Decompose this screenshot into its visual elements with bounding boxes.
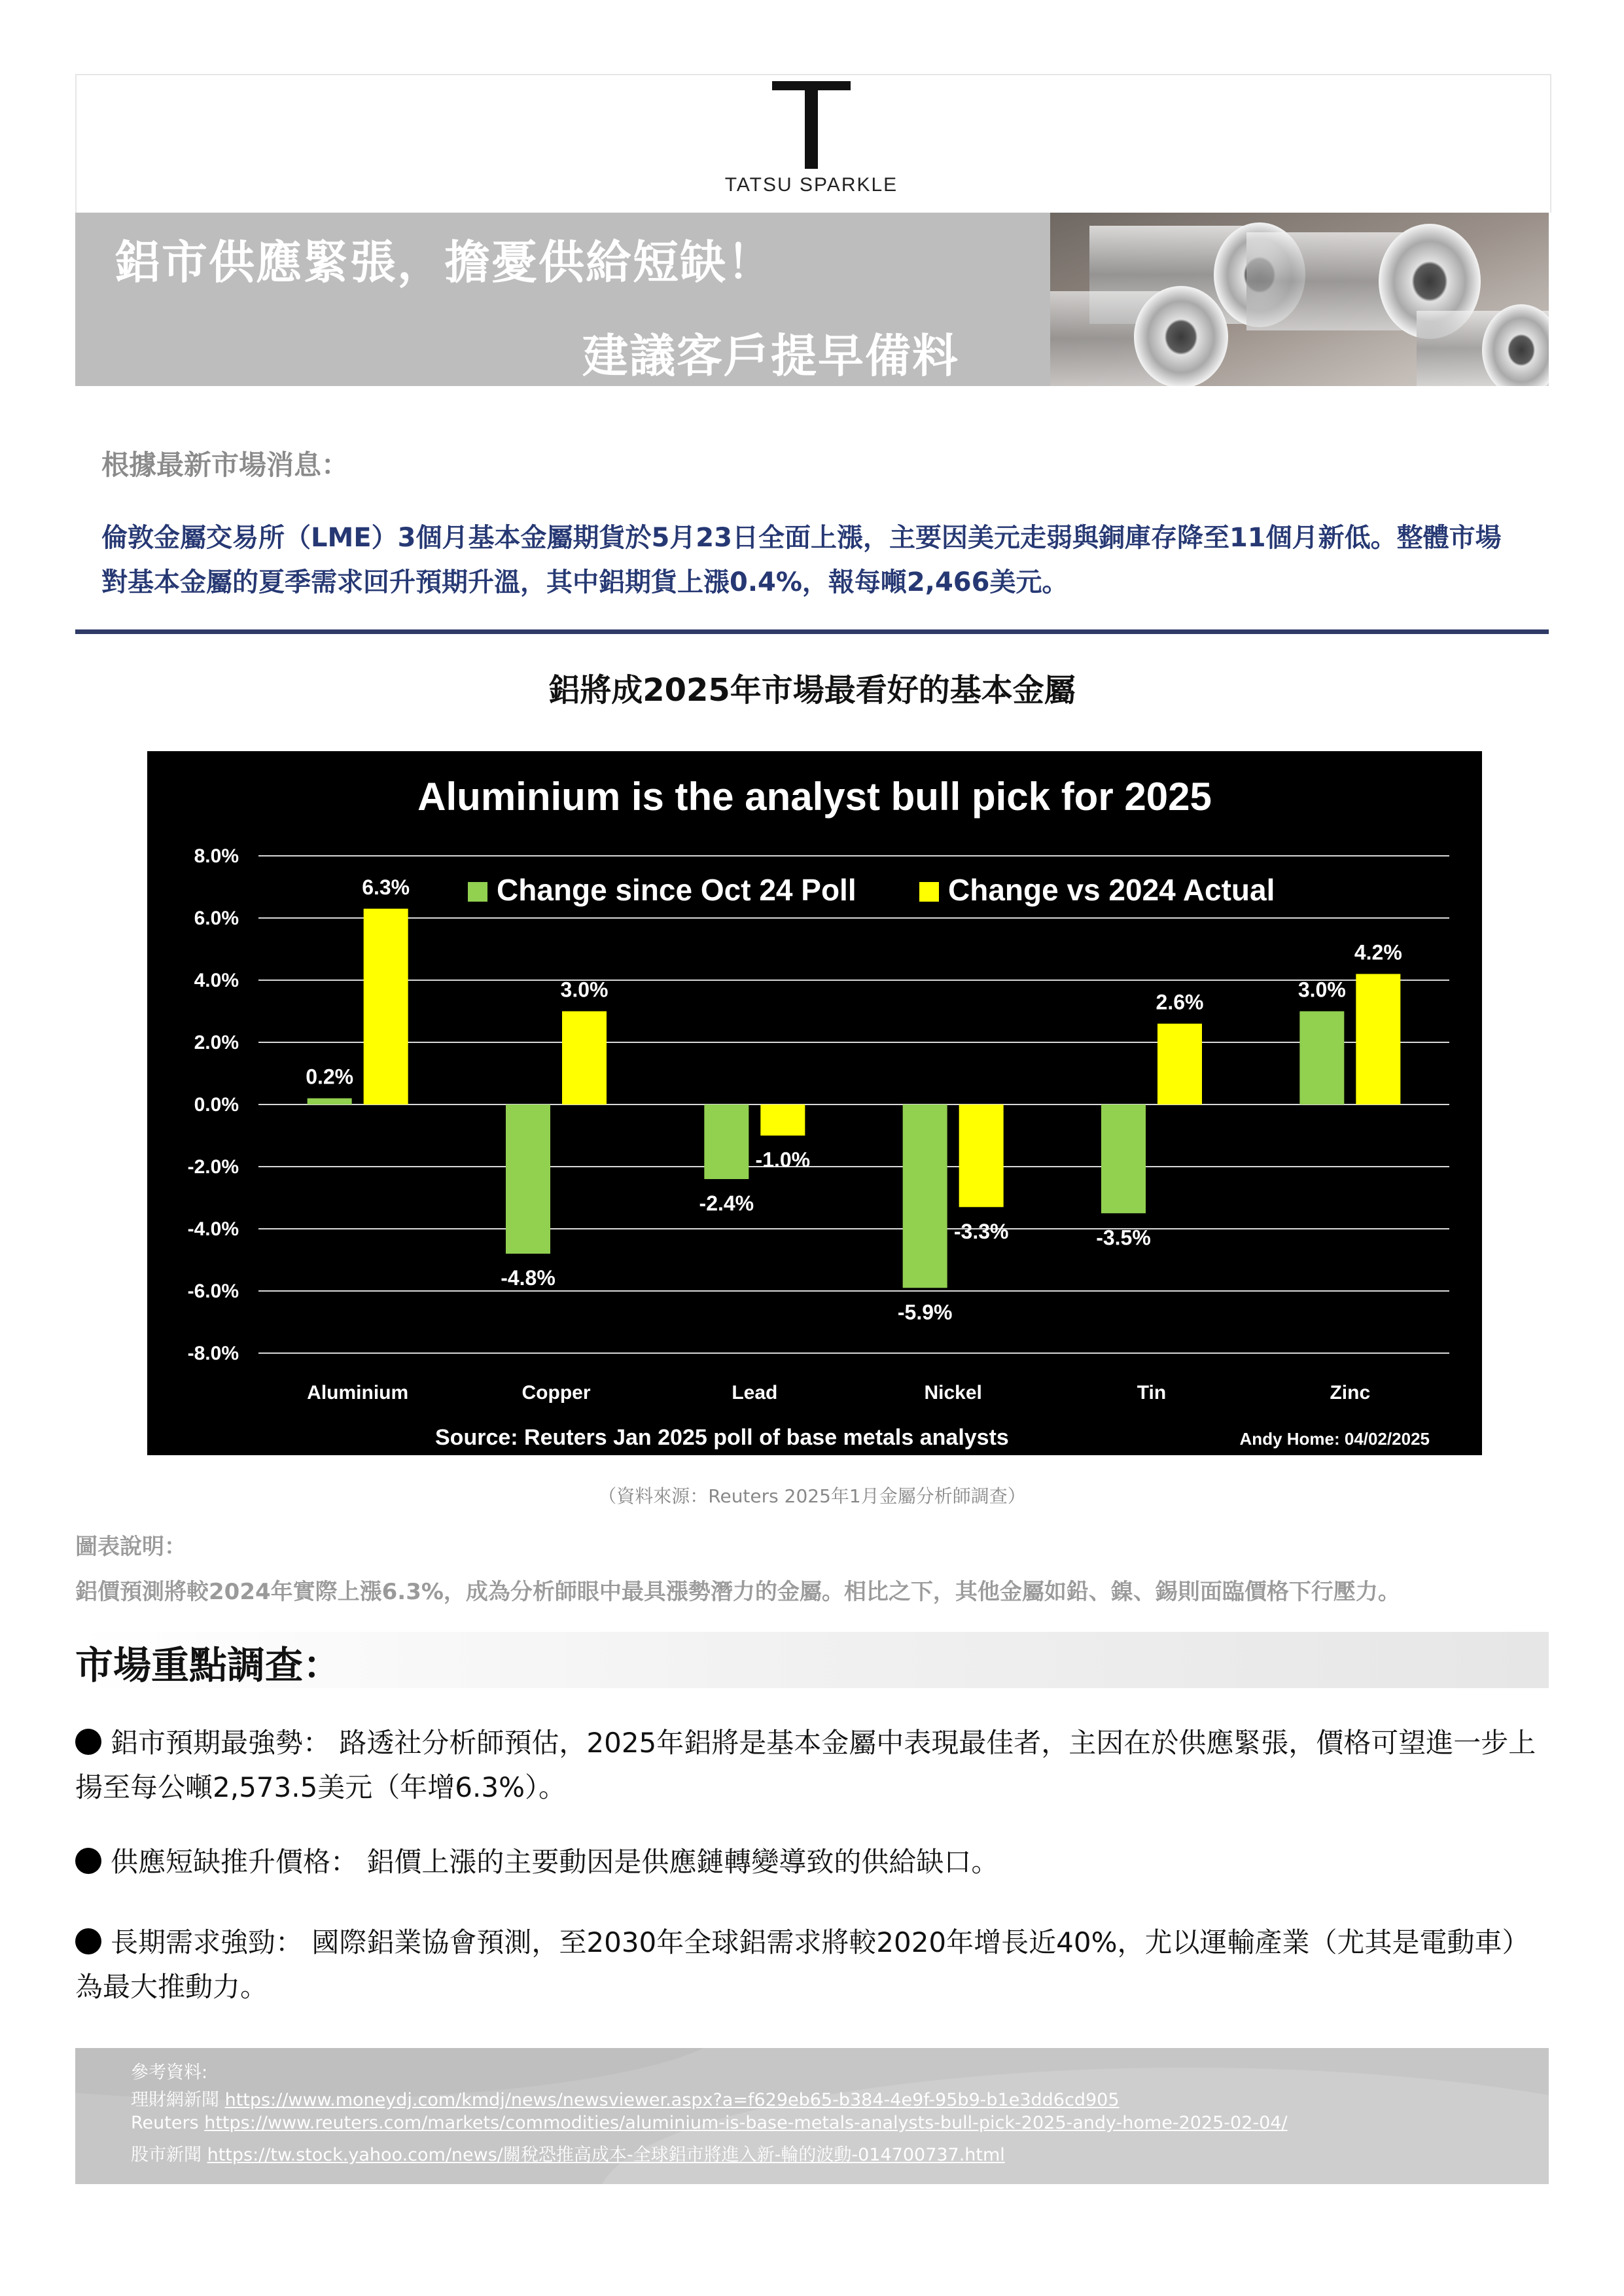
black-circle-icon: [75, 1848, 101, 1874]
data-label: 4.2%: [1354, 940, 1402, 964]
bullet-text: 路透社分析師預估，2025年鋁將是基本金屬中表現最佳者，主因在於供應緊張，價格可望進一步上揚至每公噸2,573.5美元（年增6.3%）。: [75, 1727, 1536, 1803]
bar-chart: [147, 751, 1482, 1455]
references-label: 參考資料:: [131, 2062, 208, 2083]
y-tick-label: 2.0%: [194, 1032, 239, 1053]
bar-change-since-oct-24-poll: [1101, 1104, 1146, 1213]
chart-credit: Andy Home: 04/02/2025: [1239, 1429, 1430, 1449]
legend-swatch: [468, 882, 487, 902]
y-tick-label: -6.0%: [187, 1280, 239, 1302]
x-tick-label: Lead: [732, 1382, 778, 1404]
banner-title-line2: 建議客戶提早備料: [582, 329, 959, 383]
reference-item: [131, 2085, 1120, 2111]
data-label: 3.0%: [560, 978, 609, 1002]
y-tick-label: 4.0%: [194, 970, 239, 991]
data-label: 3.0%: [1297, 978, 1346, 1002]
bullet-head: 供應短缺推升價格：: [111, 1846, 359, 1878]
data-label: 0.2%: [306, 1065, 354, 1089]
data-label: -3.5%: [1096, 1226, 1151, 1250]
reference-link[interactable]: https://www.reuters.com/markets/commodities/aluminium-is-base-metals-analysts-bull-pick-2025-andy-home-2025-02-04/: [204, 2113, 1288, 2133]
bar-change-vs-2024-actual: [1356, 974, 1400, 1105]
reference-source: 理財網新聞: [131, 2090, 219, 2110]
bar-change-since-oct-24-poll: [903, 1104, 947, 1288]
section-divider: [75, 629, 1549, 634]
bar-chart-svg: [147, 751, 1482, 1455]
data-label: -1.0%: [755, 1148, 811, 1172]
bar-change-since-oct-24-poll: [506, 1104, 550, 1254]
legend-label: Change since Oct 24 Poll: [497, 873, 856, 907]
bar-change-since-oct-24-poll: [1299, 1012, 1344, 1105]
survey-bullet: [75, 1920, 1547, 2009]
chart-heading: 鋁將成2025年市場最看好的基本金屬: [548, 672, 1076, 709]
y-tick-label: -4.0%: [187, 1218, 239, 1240]
reference-link[interactable]: https://www.moneydj.com/kmdj/news/newsviewer.aspx?a=f629eb65-b384-4e9f-95b9-b1e3dd6cd905: [224, 2090, 1120, 2110]
data-label: -4.8%: [501, 1266, 556, 1290]
y-tick-label: 0.0%: [194, 1094, 239, 1116]
survey-title: 市場重點調查：: [75, 1643, 342, 1687]
bar-change-vs-2024-actual: [562, 1012, 607, 1105]
y-tick-label: 8.0%: [194, 845, 239, 867]
bar-change-vs-2024-actual: [1157, 1024, 1202, 1105]
reference-item: [131, 2140, 1005, 2166]
survey-bullet: [75, 1840, 1547, 1884]
x-tick-label: Copper: [521, 1382, 591, 1404]
reference-source: 股市新聞: [131, 2145, 202, 2165]
bar-change-vs-2024-actual: [760, 1104, 805, 1136]
y-tick-label: -2.0%: [187, 1156, 239, 1178]
chart-explanation-label: 圖表說明：: [75, 1534, 186, 1560]
legend-swatch: [919, 882, 939, 902]
chart-title: Aluminium is the analyst bull pick for 2025: [417, 775, 1212, 819]
bullet-head: 鋁市預期最強勢：: [111, 1727, 331, 1759]
x-tick-label: Nickel: [924, 1382, 982, 1404]
reference-item: [131, 2113, 1288, 2133]
x-tick-label: Zinc: [1330, 1382, 1371, 1404]
bar-change-since-oct-24-poll: [704, 1104, 749, 1179]
black-circle-icon: [75, 1729, 101, 1755]
bullet-head: 長期需求強勁：: [111, 1926, 304, 1958]
reference-link[interactable]: https://tw.stock.yahoo.com/news/關稅恐推高成本-全球鋁市將進入新-輪的波動-014700737.html: [207, 2145, 1005, 2165]
chart-source: Source: Reuters Jan 2025 poll of base metals analysts: [435, 1425, 1009, 1450]
chart-source-caption: （資料來源：Reuters 2025年1月金屬分析師調查）: [598, 1485, 1026, 1507]
reference-source: Reuters: [131, 2113, 199, 2133]
data-label: -5.9%: [897, 1300, 953, 1324]
bullet-text: 國際鋁業協會預測，至2030年全球鋁需求將較2020年增長近40%，尤以運輸產業（尤其是電動車）為最大推動力。: [75, 1926, 1530, 2003]
survey-bullet: [75, 1721, 1547, 1810]
bullet-text: 鋁價上漲的主要動因是供應鏈轉變導致的供給缺口。: [366, 1846, 999, 1878]
tatsu-logo-mark-icon: [772, 77, 851, 169]
intro-body: 倫敦金屬交易所（LME）3個月基本金屬期貨於5月23日全面上漲，主要因美元走弱與銅庫存降至11個月新低。整體市場對基本金屬的夏季需求回升預期升溫，其中鋁期貨上漲0.4%，報每噸2,466美元。: [101, 523, 1502, 597]
y-tick-label: 6.0%: [194, 908, 239, 929]
data-label: 2.6%: [1156, 990, 1204, 1014]
brand-name: TATSU SPARKLE: [724, 174, 898, 196]
banner-title-line1: 鋁市供應緊張，擔憂供給短缺！: [115, 236, 774, 289]
bar-change-since-oct-24-poll: [308, 1099, 352, 1105]
aluminium-coils-image: [1050, 213, 1549, 386]
intro-label: 根據最新市場消息：: [101, 449, 349, 481]
x-tick-label: Aluminium: [307, 1382, 409, 1404]
bar-change-vs-2024-actual: [364, 909, 408, 1104]
chart-explanation-body: 鋁價預測將較2024年實際上漲6.3%，成為分析師眼中最具漲勢潛力的金屬。相比之下，其他金屬如鉛、鎳、錫則面臨價格下行壓力。: [75, 1579, 1400, 1605]
data-label: 6.3%: [362, 875, 410, 899]
data-label: -2.4%: [699, 1192, 754, 1215]
bar-change-vs-2024-actual: [959, 1104, 1004, 1207]
y-tick-label: -8.0%: [187, 1343, 239, 1364]
data-label: -3.3%: [953, 1219, 1009, 1243]
legend-label: Change vs 2024 Actual: [948, 873, 1275, 907]
x-tick-label: Tin: [1137, 1382, 1167, 1404]
black-circle-icon: [75, 1928, 101, 1954]
